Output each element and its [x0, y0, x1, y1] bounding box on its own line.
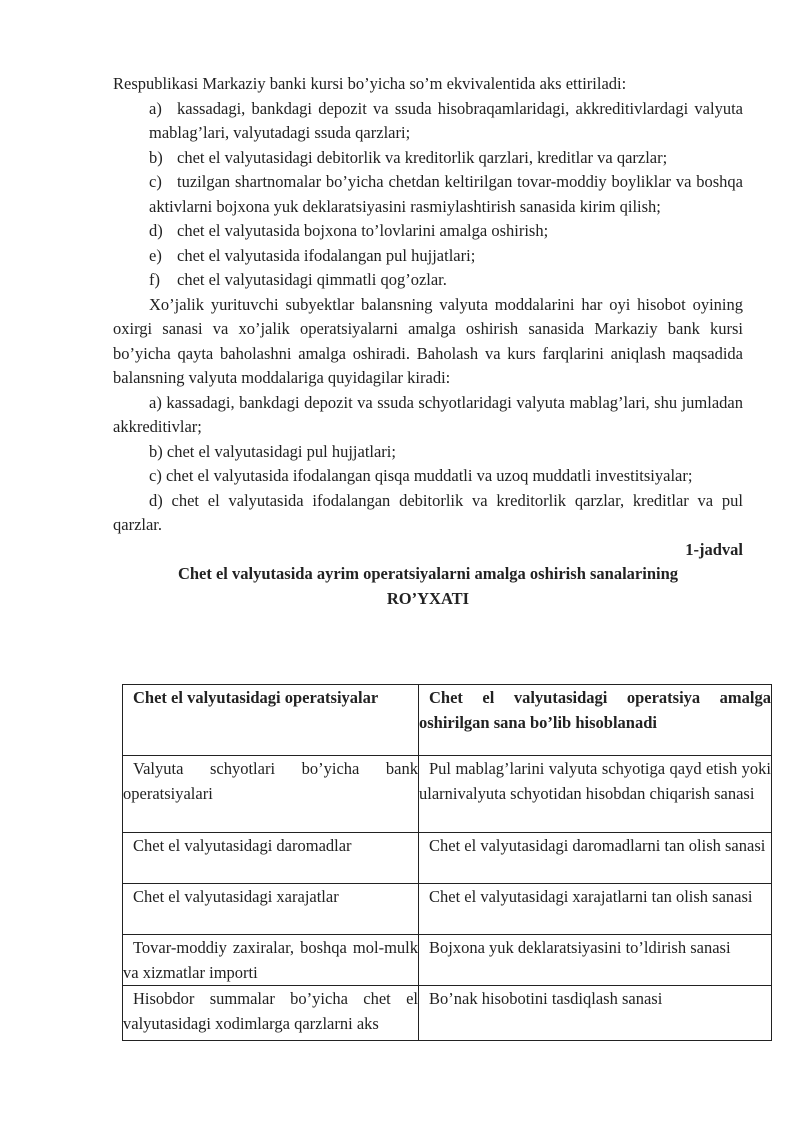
table-row — [123, 756, 772, 833]
table-cell: Bojxona yuk deklaratsiyasini to’ldirish sanasi — [419, 935, 772, 986]
table-cell: Chet el valyutasidagi xarajatlarni tan olish sanasi — [419, 884, 772, 935]
table-cell: Hisobdor summalar bo’yicha chet el valyutasidagi xodimlarga qarzlarni aks — [123, 986, 419, 1041]
operations-dates-table — [122, 684, 772, 1041]
list-item — [113, 244, 743, 269]
list-text: chet el valyutasidagi qimmatli qog’ozlar. — [177, 270, 447, 289]
table-cell: Chet el valyutasidagi daromadlarni tan olish sanasi — [419, 833, 772, 884]
list-text: tuzilgan shartnomalar bo’yicha chetdan keltirilgan tovar-moddiy boyliklar va boshqa aktivlarni bojxona yuk deklaratsiyasini rasmiylashtirish sanasida kirim qilish; — [149, 172, 743, 216]
list-item — [113, 170, 743, 219]
table-header-row — [123, 685, 772, 756]
list-item: d) chet el valyutasida ifodalangan debitorlik va kreditorlik qarzlar, kreditlar va pul qarzlar. — [113, 490, 743, 534]
list-item — [113, 268, 743, 293]
table-row — [123, 986, 772, 1041]
table-row — [123, 884, 772, 935]
table-wrapper — [113, 680, 772, 1041]
table-cell: Tovar-moddiy zaxiralar, boshqa mol-mulk va xizmatlar importi — [123, 935, 419, 986]
list-text: chet el valyutasida ifodalangan pul hujjatlari; — [177, 245, 476, 265]
list-item: b) chet el valyutasidagi pul hujjatlari; — [149, 441, 396, 461]
list-currency-items — [113, 391, 743, 538]
document-page — [113, 72, 743, 611]
table-cell: Bo’nak hisobotini tasdiqlash sanasi — [419, 986, 772, 1041]
table-cell: Chet el valyutasidagi daromadlar — [123, 833, 419, 884]
list-item: c) chet el valyutasida ifodalangan qisqa muddatli va uzoq muddatli investitsiyalar; — [149, 466, 693, 485]
list-marker: c) — [149, 172, 162, 191]
table-cell: Valyuta schyotlari bo’yicha bank operatsiyalari — [123, 756, 419, 833]
table-title: Chet el valyutasida ayrim operatsiyalarni amalga oshirish sanalarining — [177, 564, 679, 583]
intro-paragraph: Respublikasi Markaziy banki kursi bo’yicha so’m ekvivalentida aks ettiriladi: — [113, 74, 627, 93]
table-header-cell: Chet el valyutasidagi operatsiyalar — [123, 685, 419, 756]
list-item — [113, 146, 743, 171]
list-item: a) kassadagi, bankdagi depozit va ssuda schyotlaridagi valyuta mablag’lari, shu jumladan akkreditivlar; — [113, 392, 743, 436]
table-subtitle: RO’YXATI — [386, 588, 470, 608]
list-marker: d) — [149, 221, 163, 240]
table-cell: Pul mablag’larini valyuta schyotiga qayd etish yoki ularnivalyuta schyotidan hisobdan chiqarish sanasi — [419, 756, 772, 833]
list-marker: a) — [149, 98, 162, 118]
list-text: kassadagi, bankdagi depozit va ssuda hisobraqamlaridagi, akkreditivlardagi valyuta mablag’lari, valyutadagi ssuda qarzlari; — [149, 98, 743, 142]
list-marker: f) — [149, 270, 160, 289]
list-text: chet el valyutasida bojxona to’lovlarini amalga oshirish; — [177, 221, 549, 240]
list-assets — [113, 97, 743, 293]
list-marker: e) — [149, 245, 162, 265]
list-item — [113, 219, 743, 244]
table-header-cell: Chet el valyutasidagi operatsiya amalga oshirilgan sana bo’lib hisoblanadi — [419, 685, 772, 756]
list-item — [113, 97, 743, 146]
list-marker: b) — [149, 147, 163, 167]
table-row — [123, 935, 772, 986]
list-text: chet el valyutasidagi debitorlik va kreditorlik qarzlari, kreditlar va qarzlar; — [177, 147, 668, 167]
revaluation-paragraph: Xo’jalik yurituvchi subyektlar balansning valyuta moddalarini har oyi hisobot oyining oxirgi sanasi va xo’jalik operatsiyalarni amalga oshirish sanasida Markaziy bank kursi bo’yicha qayta baholashni amalga oshiradi. Baholash va kurs farqlarini aniqlash maqsadida balansning valyuta moddalariga quyidagilar kiradi: — [113, 294, 743, 387]
table-row — [123, 833, 772, 884]
table-number: 1-jadval — [685, 539, 743, 559]
table-cell: Chet el valyutasidagi xarajatlar — [123, 884, 419, 935]
